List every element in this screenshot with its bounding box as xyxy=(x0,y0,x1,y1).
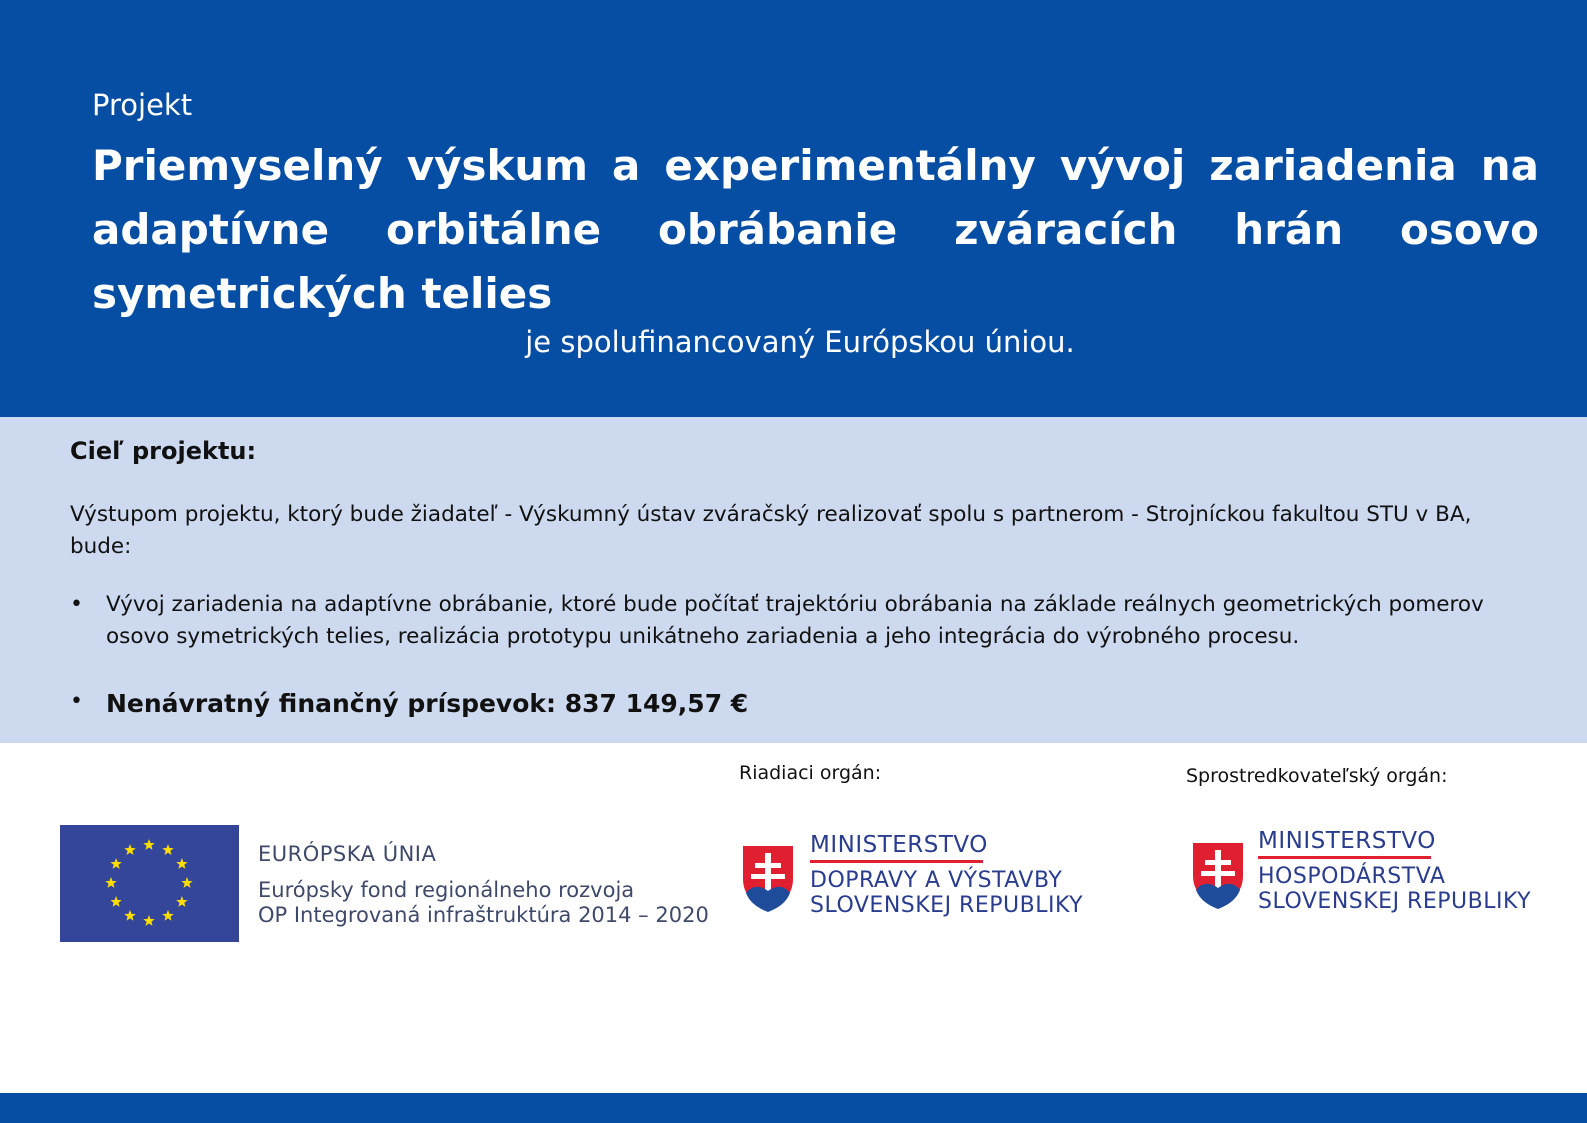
bullet-icon: • xyxy=(70,689,83,714)
project-goal-panel xyxy=(0,417,1587,743)
transport-ministry-line1: MINISTERSTVO xyxy=(810,832,988,858)
transport-ministry-line2: DOPRAVY A VÝSTAVBY xyxy=(810,868,1063,893)
eu-star-icon xyxy=(110,896,121,907)
intermediate-body-label: Sprostredkovateľský orgán: xyxy=(1186,765,1448,787)
eu-star-icon xyxy=(105,877,116,888)
eu-flag-icon xyxy=(60,825,239,942)
eu-star-icon xyxy=(162,910,173,921)
footer-bar xyxy=(0,1093,1587,1123)
eu-star-icon xyxy=(162,844,173,855)
eu-star-icon xyxy=(176,858,187,869)
eu-label: EURÓPSKA ÚNIA xyxy=(258,842,437,866)
bullet-icon: • xyxy=(70,592,83,617)
transport-ministry-rule xyxy=(810,860,983,863)
economy-ministry-rule xyxy=(1258,856,1431,859)
eu-fund-label: Európsky fond regionálneho rozvoja xyxy=(258,878,635,902)
slovak-coat-of-arms-icon xyxy=(740,843,796,913)
project-title: Priemyselný výskum a experimentálny vývoj zariadenia na adaptívne orbitálne obrábanie zváracích hrán osovo symetrických telies xyxy=(92,141,1539,318)
eu-star-icon xyxy=(143,915,154,926)
goal-bullet-description: Vývoj zariadenia na adaptívne obrábanie, ktoré bude počítať trajektóriu obrábania na základe reálnych geometrických pomerov osovo symetrických telies, realizácia prototypu unikátneho zariadenia a jeho integrácia do výrobného procesu. xyxy=(106,592,1484,649)
managing-authority-label: Riadiaci orgán: xyxy=(739,762,882,784)
goal-intro: Výstupom projektu, ktorý bude žiadateľ - Výskumný ústav zváračský realizovať spolu s partnerom - Strojníckou fakultou STU v BA, bude: xyxy=(70,502,1472,559)
transport-ministry-line3: SLOVENSKEJ REPUBLIKY xyxy=(810,893,1084,918)
eu-star-icon xyxy=(176,896,187,907)
economy-ministry-line1: MINISTERSTVO xyxy=(1258,828,1436,854)
project-kicker: Projekt xyxy=(92,88,193,122)
goal-heading: Cieľ projektu: xyxy=(70,437,257,465)
economy-ministry-line3: SLOVENSKEJ REPUBLIKY xyxy=(1258,889,1532,914)
eu-star-icon xyxy=(124,910,135,921)
eu-star-icon xyxy=(181,877,192,888)
economy-ministry-line2: HOSPODÁRSTVA xyxy=(1258,864,1446,889)
eu-star-icon xyxy=(143,839,154,850)
eu-star-icon xyxy=(110,858,121,869)
goal-bullet-grant: Nenávratný finančný príspevok: 837 149,57 € xyxy=(106,689,749,718)
project-header xyxy=(0,0,1587,417)
eu-programme-label: OP Integrovaná infraštruktúra 2014 – 2020 xyxy=(258,903,709,927)
cofinancing-note: je spolufinancovaný Európskou úniou. xyxy=(525,325,1075,359)
eu-star-icon xyxy=(124,844,135,855)
slovak-coat-of-arms-icon xyxy=(1190,840,1246,910)
